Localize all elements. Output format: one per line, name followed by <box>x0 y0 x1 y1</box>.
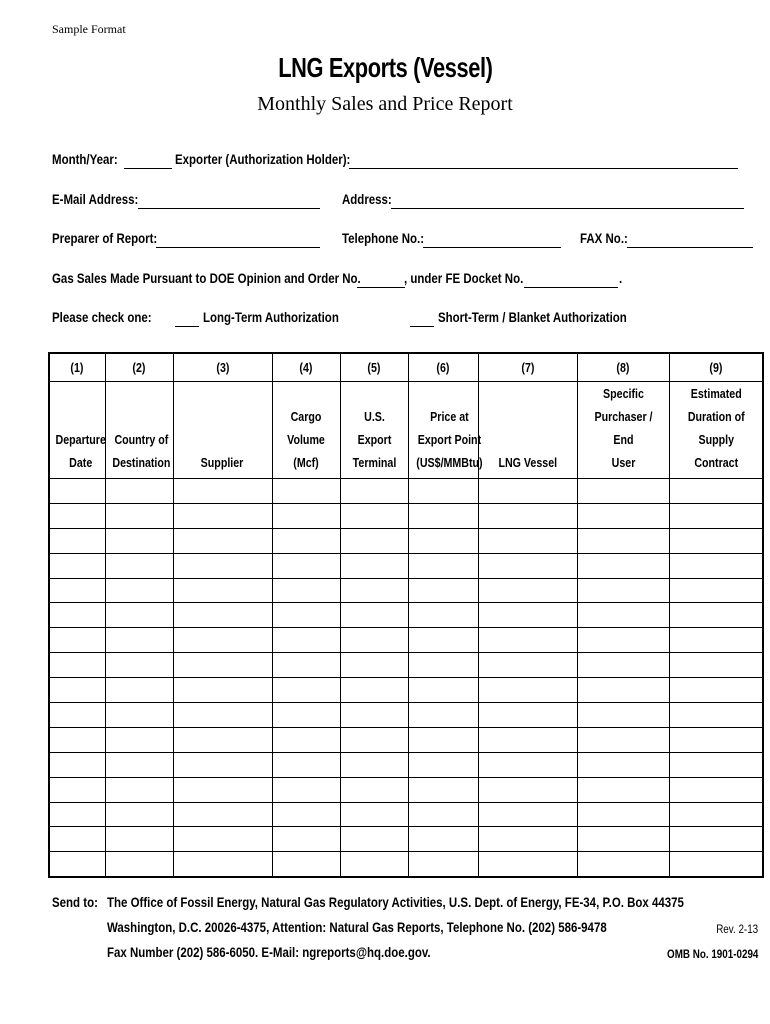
column-header-2: Country of Destination <box>105 382 173 479</box>
table-cell[interactable] <box>105 678 173 703</box>
short-term-label: Short-Term / Blanket Authorization <box>438 309 627 325</box>
table-cell[interactable] <box>173 503 272 528</box>
table-cell[interactable] <box>49 802 105 827</box>
table-cell[interactable] <box>272 603 340 628</box>
table-cell[interactable] <box>669 727 763 752</box>
table-cell[interactable] <box>577 578 669 603</box>
table-cell[interactable] <box>340 852 408 877</box>
sample-format-label: Sample Format <box>52 22 126 36</box>
table-cell[interactable] <box>173 752 272 777</box>
column-number-9: (9) <box>669 353 763 382</box>
docket-label: , under FE Docket No. <box>404 270 524 286</box>
table-row <box>49 777 763 802</box>
table-cell[interactable] <box>105 703 173 728</box>
table-cell[interactable] <box>577 852 669 877</box>
table-cell[interactable] <box>272 777 340 802</box>
table-cell[interactable] <box>49 528 105 553</box>
column-number-8: (8) <box>577 353 669 382</box>
table-cell[interactable] <box>408 678 478 703</box>
table-cell[interactable] <box>577 703 669 728</box>
table-cell[interactable] <box>272 503 340 528</box>
table-cell[interactable] <box>105 802 173 827</box>
table-cell[interactable] <box>340 553 408 578</box>
form-subtitle: Monthly Sales and Price Report <box>257 93 513 115</box>
table-cell[interactable] <box>478 678 577 703</box>
check-one-label: Please check one: <box>52 309 152 325</box>
table-cell[interactable] <box>173 827 272 852</box>
table-cell[interactable] <box>478 827 577 852</box>
table-cell[interactable] <box>478 802 577 827</box>
table-cell[interactable] <box>478 852 577 877</box>
form-title <box>0 52 770 84</box>
month-year-field[interactable] <box>124 168 172 169</box>
table-cell[interactable] <box>49 727 105 752</box>
telephone-label: Telephone No.: <box>342 230 425 246</box>
table-cell[interactable] <box>478 578 577 603</box>
table-cell[interactable] <box>340 503 408 528</box>
table-cell[interactable] <box>340 752 408 777</box>
table-cell[interactable] <box>577 628 669 653</box>
table-cell[interactable] <box>577 603 669 628</box>
table-cell[interactable] <box>272 727 340 752</box>
table-cell[interactable] <box>669 628 763 653</box>
table-cell[interactable] <box>340 802 408 827</box>
exporter-label: Exporter (Authorization Holder): <box>175 151 351 167</box>
table-cell[interactable] <box>577 752 669 777</box>
table-cell[interactable] <box>669 802 763 827</box>
table-cell[interactable] <box>49 777 105 802</box>
table-cell[interactable] <box>49 503 105 528</box>
address-line-1: The Office of Fossil Energy, Natural Gas Regulatory Activities, U.S. Dept. of Energy, FE-34, P.O. Box 44375 <box>107 894 684 910</box>
table-cell[interactable] <box>408 578 478 603</box>
table-cell[interactable] <box>105 653 173 678</box>
table-cell[interactable] <box>478 528 577 553</box>
table-cell[interactable] <box>669 528 763 553</box>
email-field[interactable] <box>138 208 320 209</box>
table-cell[interactable] <box>340 777 408 802</box>
column-number-1: (1) <box>49 353 105 382</box>
table-cell[interactable] <box>105 752 173 777</box>
table-row <box>49 553 763 578</box>
table-cell[interactable] <box>577 827 669 852</box>
table-cell[interactable] <box>478 752 577 777</box>
table-cell[interactable] <box>173 603 272 628</box>
table-cell[interactable] <box>577 528 669 553</box>
column-header-7: LNG Vessel <box>478 382 577 479</box>
table-cell[interactable] <box>272 827 340 852</box>
table-cell[interactable] <box>478 479 577 504</box>
table-cell[interactable] <box>340 528 408 553</box>
table-cell[interactable] <box>669 653 763 678</box>
table-cell[interactable] <box>105 628 173 653</box>
table-cell[interactable] <box>408 528 478 553</box>
table-cell[interactable] <box>669 553 763 578</box>
table-cell[interactable] <box>408 802 478 827</box>
column-header-6: Price at Export Point (US$/MMBtu) <box>408 382 478 479</box>
table-cell[interactable] <box>669 503 763 528</box>
table-row <box>49 503 763 528</box>
table-cell[interactable] <box>340 479 408 504</box>
table-cell[interactable] <box>173 528 272 553</box>
table-cell[interactable] <box>49 852 105 877</box>
table-cell[interactable] <box>173 802 272 827</box>
column-header-8: Specific Purchaser / End User <box>577 382 669 479</box>
preparer-label: Preparer of Report: <box>52 230 158 246</box>
table-cell[interactable] <box>272 628 340 653</box>
fax-label: FAX No.: <box>580 230 628 246</box>
table-cell[interactable] <box>173 578 272 603</box>
table-cell[interactable] <box>340 603 408 628</box>
table-cell[interactable] <box>669 852 763 877</box>
long-term-checkbox[interactable] <box>175 326 199 327</box>
table-row <box>49 578 763 603</box>
table-cell[interactable] <box>669 703 763 728</box>
table-cell[interactable] <box>669 678 763 703</box>
table-cell[interactable] <box>577 653 669 678</box>
table-cell[interactable] <box>669 827 763 852</box>
long-term-label: Long-Term Authorization <box>203 309 339 325</box>
table-cell[interactable] <box>272 802 340 827</box>
table-cell[interactable] <box>340 628 408 653</box>
exporter-field[interactable] <box>349 168 738 169</box>
table-cell[interactable] <box>49 479 105 504</box>
table-cell[interactable] <box>49 827 105 852</box>
table-cell[interactable] <box>408 827 478 852</box>
table-cell[interactable] <box>49 653 105 678</box>
form-title-text: LNG Exports (Vessel) <box>277 52 493 83</box>
table-cell[interactable] <box>669 578 763 603</box>
table-cell[interactable] <box>173 703 272 728</box>
table-cell[interactable] <box>577 553 669 578</box>
table-row <box>49 528 763 553</box>
table-cell[interactable] <box>272 528 340 553</box>
table-cell[interactable] <box>49 603 105 628</box>
table-cell[interactable] <box>478 503 577 528</box>
send-to-label: Send to: <box>52 894 98 910</box>
column-number-6: (6) <box>408 353 478 382</box>
order-number-field[interactable] <box>357 287 405 288</box>
table-cell[interactable] <box>272 578 340 603</box>
table-cell[interactable] <box>408 653 478 678</box>
column-header-4: Cargo Volume (Mcf) <box>272 382 340 479</box>
table-cell[interactable] <box>272 852 340 877</box>
column-number-4: (4) <box>272 353 340 382</box>
table-cell[interactable] <box>105 553 173 578</box>
preparer-field[interactable] <box>156 247 320 248</box>
table-cell[interactable] <box>478 727 577 752</box>
address-line-2: Washington, D.C. 20026-4375, Attention: Natural Gas Reports, Telephone No. (202) 586-9478 <box>107 919 607 935</box>
table-cell[interactable] <box>577 777 669 802</box>
gas-sales-label: Gas Sales Made Pursuant to DOE Opinion and Order No. <box>52 270 361 286</box>
revision-label: Rev. 2-13 <box>716 922 758 936</box>
table-cell[interactable] <box>105 503 173 528</box>
table-cell[interactable] <box>478 628 577 653</box>
table-cell[interactable] <box>408 703 478 728</box>
table-cell[interactable] <box>408 777 478 802</box>
table-cell[interactable] <box>173 653 272 678</box>
table-cell[interactable] <box>408 852 478 877</box>
column-number-5: (5) <box>340 353 408 382</box>
table-cell[interactable] <box>577 479 669 504</box>
table-cell[interactable] <box>478 703 577 728</box>
table-cell[interactable] <box>173 628 272 653</box>
table-cell[interactable] <box>173 553 272 578</box>
table-row <box>49 852 763 877</box>
table-cell[interactable] <box>173 678 272 703</box>
table-cell[interactable] <box>105 479 173 504</box>
column-number-2: (2) <box>105 353 173 382</box>
telephone-field[interactable] <box>423 247 561 248</box>
table-cell[interactable] <box>272 479 340 504</box>
docket-period: . <box>619 270 623 286</box>
docket-number-field[interactable] <box>524 287 618 288</box>
table-cell[interactable] <box>669 479 763 504</box>
table-cell[interactable] <box>669 777 763 802</box>
table-cell[interactable] <box>478 653 577 678</box>
table-cell[interactable] <box>408 727 478 752</box>
table-cell[interactable] <box>408 479 478 504</box>
table-cell[interactable] <box>577 503 669 528</box>
table-cell[interactable] <box>669 752 763 777</box>
table-cell[interactable] <box>49 678 105 703</box>
table-row <box>49 727 763 752</box>
table-cell[interactable] <box>105 827 173 852</box>
fax-field[interactable] <box>627 247 753 248</box>
email-label: E-Mail Address: <box>52 191 139 207</box>
table-row <box>49 628 763 653</box>
table-cell[interactable] <box>340 678 408 703</box>
column-number-3: (3) <box>173 353 272 382</box>
table-cell[interactable] <box>408 752 478 777</box>
table-cell[interactable] <box>340 703 408 728</box>
table-cell[interactable] <box>173 479 272 504</box>
column-header-3: Supplier <box>173 382 272 479</box>
table-cell[interactable] <box>408 553 478 578</box>
table-cell[interactable] <box>49 578 105 603</box>
table-cell[interactable] <box>272 678 340 703</box>
table-cell[interactable] <box>408 503 478 528</box>
column-header-9: Estimated Duration of Supply Contract <box>669 382 763 479</box>
table-row <box>49 678 763 703</box>
table-cell[interactable] <box>478 553 577 578</box>
sales-table <box>48 352 764 878</box>
table-cell[interactable] <box>340 578 408 603</box>
table-cell[interactable] <box>408 628 478 653</box>
table-cell[interactable] <box>478 777 577 802</box>
address-line-3: Fax Number (202) 586-6050. E-Mail: ngreports@hq.doe.gov. <box>107 944 431 960</box>
table-row <box>49 653 763 678</box>
table-row <box>49 603 763 628</box>
column-header-1: Departure Date <box>49 382 105 479</box>
table-cell[interactable] <box>49 703 105 728</box>
table-cell[interactable] <box>272 703 340 728</box>
table-cell[interactable] <box>173 777 272 802</box>
table-cell[interactable] <box>478 603 577 628</box>
table-cell[interactable] <box>105 603 173 628</box>
table-cell[interactable] <box>340 653 408 678</box>
table-row <box>49 802 763 827</box>
table-cell[interactable] <box>340 827 408 852</box>
table-cell[interactable] <box>340 727 408 752</box>
column-number-7: (7) <box>478 353 577 382</box>
table-row <box>49 703 763 728</box>
table-cell[interactable] <box>105 727 173 752</box>
table-row <box>49 827 763 852</box>
table-cell[interactable] <box>577 802 669 827</box>
table-cell[interactable] <box>272 553 340 578</box>
table-cell[interactable] <box>577 678 669 703</box>
table-cell[interactable] <box>577 727 669 752</box>
table-cell[interactable] <box>173 852 272 877</box>
table-cell[interactable] <box>49 553 105 578</box>
table-cell[interactable] <box>105 852 173 877</box>
month-year-label: Month/Year: <box>52 151 118 167</box>
address-field[interactable] <box>391 208 744 209</box>
table-row <box>49 479 763 504</box>
table-row <box>49 752 763 777</box>
omb-number: OMB No. 1901-0294 <box>666 947 758 961</box>
table-cell[interactable] <box>105 777 173 802</box>
table-cell[interactable] <box>669 603 763 628</box>
short-term-checkbox[interactable] <box>410 326 434 327</box>
table-cell[interactable] <box>105 528 173 553</box>
column-header-5: U.S. Export Terminal <box>340 382 408 479</box>
address-label: Address: <box>342 191 392 207</box>
table-cell[interactable] <box>272 752 340 777</box>
table-cell[interactable] <box>272 653 340 678</box>
table-cell[interactable] <box>173 727 272 752</box>
table-cell[interactable] <box>408 603 478 628</box>
table-cell[interactable] <box>49 628 105 653</box>
table-cell[interactable] <box>49 752 105 777</box>
table-cell[interactable] <box>105 578 173 603</box>
